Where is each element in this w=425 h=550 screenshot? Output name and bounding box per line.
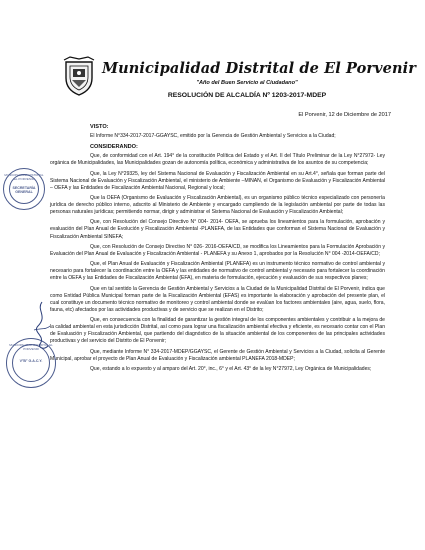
stamp-center-text: SECRETARÍA GENERAL	[12, 185, 36, 194]
resolution-title: RESOLUCIÓN DE ALCALDÍA Nº 1203-2017-MDEP	[167, 92, 327, 99]
considerando-paragraph: Que, la Ley N°29325, ley del Sistema Nacional de Evaluación y Fiscalización Ambiental en su Art.4°, señala que forman parte del Sistema Nacional de Evaluación y Fiscalización Ambiental, el ministerio de Ambiente –MINAN, el Organismo de Evaluación y Fiscalización Ambiental – OEFA y las Entidades de Fiscalización Ambiental Nacional, Regional y local;	[50, 170, 385, 191]
year-motto: "Año del Buen Servicio al Ciudadano"	[196, 80, 298, 86]
vobo-stamp	[6, 338, 56, 388]
considerando-paragraph: Que, con Resolución de Consejo Directivo N° 026- 2016-OEFA/CD, se modifica los Lineamientos para la Formulación Aprobación y Evaluación del Plan Anual de Evaluación y Fiscalización Ambiental - PLANEFA y su Anexo 1, aprobados por la Resolución N° 004 -2014-OEFA/CD;	[50, 243, 385, 257]
considerando-paragraph: Que la OEFA (Organismo de Evaluación y Fiscalización Ambiental), es un organismo público técnico especializado con personería jurídica de derecho público interno, adscrito al Ministerio de Ambiente y encargado cumpliendo de la legislación ambiental por parte de todas las personas naturales jurídicas; permitiendo normar, dirigir y administrar el Sistema Nacional de Evaluación y Fiscalización Ambiental;	[50, 194, 385, 216]
considerando-paragraph: Que, en consecuencia con la finalidad de garantizar la gestión integral de los componentes ambientales y contribuir a la mejora de la calidad ambiental en esta jurisdicción Distrital, así como para lograr una fiscalización ambiental efectiva y eficiente, es necesario contar con el Plan de Evaluación y Fiscalización Ambiental, que partiendo del diagnóstico de la situación ambiental de los componentes de las principales actividades productivas y del servicio del Distrito de El Porvenir;	[50, 317, 385, 345]
considerando-paragraph: Que, de conformidad con el Art. 194° de la constitución Política del Estado y el Art. II del Título Preliminar de la Ley N°27972- Ley orgánica de Municipalidades, las Municipalidades gozan de autonomía política, económica y administrativa de los asuntos de su competencia;	[50, 153, 385, 167]
stamp-center-text: V°B° G.A.C.Y.	[19, 359, 43, 364]
stamp-ring-text: MUNICIPALIDAD DISTRITAL EL PORVENIR	[9, 343, 53, 351]
secretaria-general-stamp	[3, 168, 45, 210]
resolution-date: El Porvenir, 12 de Diciembre de 2017	[298, 112, 391, 118]
municipal-crest-logo	[62, 56, 96, 96]
municipality-name: Municipalidad Distrital de El Porvenir	[102, 60, 416, 77]
resolution-body	[50, 124, 385, 376]
considerando-heading: CONSIDERANDO:	[90, 144, 138, 151]
considerando-paragraph: Que, estando a lo expuesto y al amparo del Art. 20°, inc., 6° y el Art. 43° de la ley N°27972, Ley Orgánica de Municipalidades;	[90, 366, 372, 373]
visto-text: El Informe N°334-2017-2017-GGAYSC, emitido por la Gerencia de Gestión Ambiental y Servicios a la Ciudad;	[90, 133, 336, 140]
considerando-paragraph: Que, el Plan Anual de Evaluación y Fiscalización Ambiental (PLANEFA) es un instrumento técnico normativo de control ambiental y necesario para fortalecer la coordinación entre la OEFA y las entidades de normativo de control ambiental y necesario para fortalecer la coordinación entre la OEFA y las Entidades de Fiscalización Ambiental (EFA), en materia de formulación, ejecución y evaluación de sus respectivos planes;	[50, 261, 385, 282]
considerando-paragraph: Que, mediante Informe N° 334-2017-MDEP/GGAYSC, el Gerente de Gestión Ambiental y Servicios a la Ciudad, solicita al Gerente Municipal, aprobar el proyecto de Plan Anual de Evaluación y Fiscalización ambiental PLANEFA 2018-MDEP;	[50, 348, 385, 362]
considerando-paragraph: Que en tal sentido la Gerencia de Gestión Ambiental y Servicios a la Ciudad de la Municipalidad Distrital de El Porvenir, indica que como Entidad Pública Municipal forman parte de la Fiscalización Ambiental (EFAS) es importante la elaboración y aprobación del presente plan, el cual constituye un documento técnico normativo de monitoreo y control ambiental donde se evalúan los factores ambientales (aire, agua, suelo, flora, fauna, etc) afectados por las actividades productivas y de servicio que se realizan en el Distrito;	[50, 285, 385, 313]
considerando-paragraph: Que, con Resolución del Consejo Directivo N° 004- 2014- OEFA, se aprueba los lineamientos para la formulación, aprobación y evaluación del Plan Anual de Evolución y Fiscalización Ambiental -PLANEFA, de las Entidades que conforman el Sistema Nacional de Evaluación y Fiscalización Ambiental SINEFA;	[50, 219, 385, 240]
stamp-ring-text: MUNICIPALIDAD DISTRITAL EL PORVENIR	[4, 173, 44, 181]
visto-heading: VISTO:	[90, 124, 109, 130]
